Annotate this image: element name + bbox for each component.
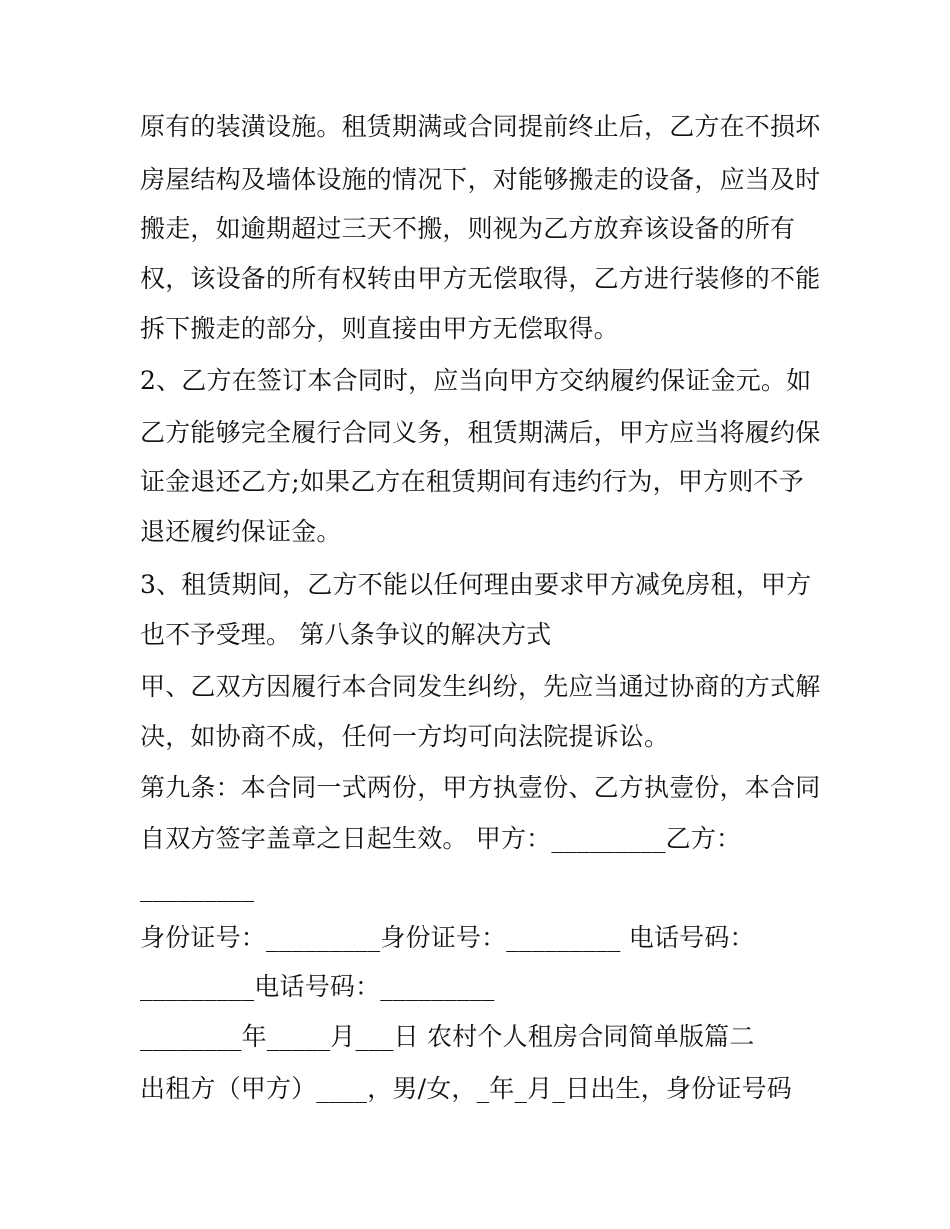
text-line: 自双方签字盖章之日起生效。 甲方：_________乙方： (140, 824, 742, 853)
text-line: 原有的装潢设施。租赁期满或合同提前终止后，乙方在不损坏 (140, 112, 821, 141)
text-line: 搬走，如逾期超过三天不搬，则视为乙方放弃该设备的所有 (140, 214, 796, 243)
text-line: 决，如协商不成，任何一方均可向法院提诉讼。 (140, 722, 670, 751)
text-line: 出租方（甲方）____，男/女，_年_月_日出生，身份证号码 (140, 1074, 792, 1103)
text-line: 证金退还乙方;如果乙方在租赁期间有违约行为，甲方则不予 (140, 467, 804, 496)
text-line: ________年_____月___日 农村个人租房合同简单版篇二 (140, 1022, 755, 1051)
text-line: 第九条：本合同一式两份，甲方执壹份、乙方执壹份，本合同 (140, 773, 821, 802)
text-line: 权，该设备的所有权转由甲方无偿取得，乙方进行装修的不能 (140, 264, 821, 293)
text-line: 乙方能够完全履行合同义务，租赁期满后，甲方应当将履约保 (140, 418, 821, 447)
text-line: 拆下搬走的部分，则直接由甲方无偿取得。 (140, 314, 619, 343)
text-line: _________ (140, 873, 255, 902)
text-line: 房屋结构及墙体设施的情况下，对能够搬走的设备，应当及时 (140, 165, 821, 194)
text-line: _________电话号码：_________ (140, 972, 495, 1001)
text-line: 身份证号：_________身份证号：_________ 电话号码： (140, 923, 755, 952)
text-line: 3、租赁期间，乙方不能以任何理由要求甲方减免房租，甲方 (140, 570, 812, 599)
text-line: 也不予受理。 第八条争议的解决方式 (140, 620, 552, 649)
text-line: 退还履约保证金。 (140, 517, 342, 546)
text-line: 甲、乙双方因履行本合同发生纠纷，先应当通过协商的方式解 (140, 672, 821, 701)
text-line: 2、乙方在签订本合同时，应当向甲方交纳履约保证金元。如 (140, 366, 812, 395)
